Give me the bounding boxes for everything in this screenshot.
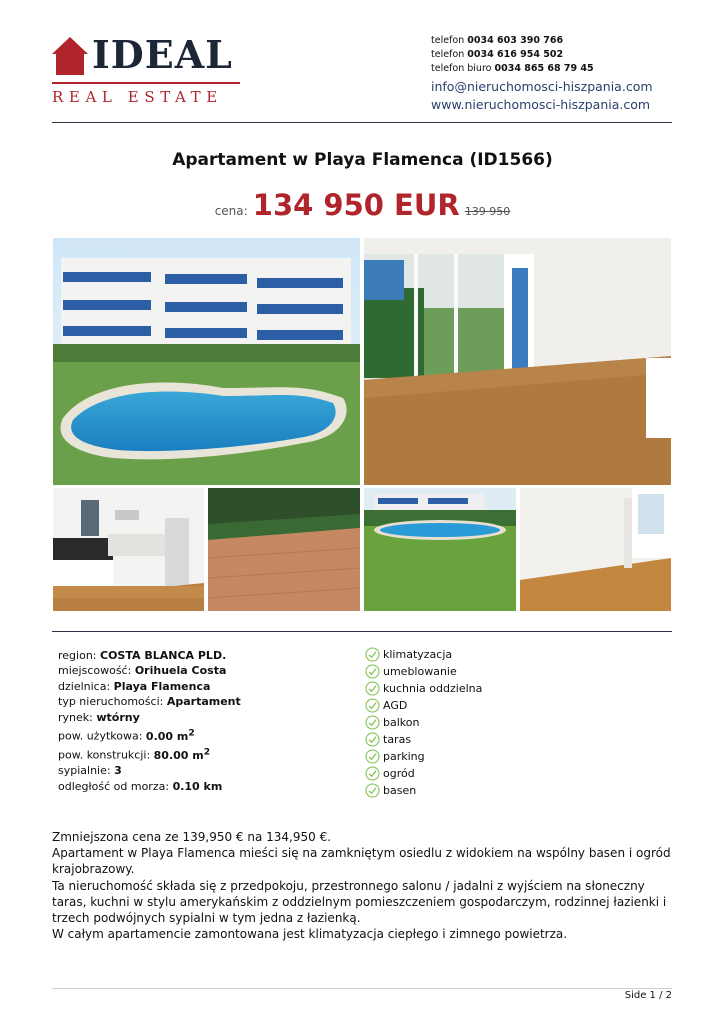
detail-row: [58, 744, 241, 763]
garden-pool-photo[interactable]: [364, 488, 516, 611]
house-logo-icon: [52, 37, 88, 75]
detail-row: [58, 763, 241, 778]
old-price: 139 950: [464, 205, 511, 218]
phone-label: telefon: [431, 35, 465, 46]
detail-label: pow. użytkowa:: [58, 729, 143, 743]
description-paragraph: Ta nieruchomość składa się z przedpokoju, przestronnego salonu / jadalni z wyjściem na słoneczny taras, kuchni w stylu amerykańskim z oddzielnym pomieszczeniem gospodarczym, rodzinnej łazienki i trzech podwójnych sypialni w tym jedna z łazienką.: [52, 878, 667, 926]
detail-value: 3: [114, 764, 122, 778]
page-number: Side 1 / 2: [624, 990, 672, 1001]
check-circle-icon: [365, 698, 380, 713]
detail-value: Orihuela Costa: [134, 664, 227, 678]
logo-divider: [52, 82, 240, 84]
detail-label: pow. konstrukcji:: [58, 748, 151, 762]
description: [52, 829, 672, 942]
description-paragraph: Zmniejszona cena ze 139,950 € na 134,950 €.: [52, 830, 332, 844]
phone-number[interactable]: 0034 865 68 79 45: [494, 63, 594, 74]
detail-row: [58, 663, 241, 678]
price: 134 950 EUR: [252, 188, 460, 222]
check-circle-icon: [365, 766, 380, 781]
detail-value: Apartament: [166, 695, 241, 709]
feature-item: [365, 663, 482, 680]
price-label: cena:: [214, 204, 248, 218]
detail-label: sypialnie:: [58, 764, 111, 778]
feature-item: [365, 714, 482, 731]
phone-line: [431, 48, 653, 62]
living-room-photo[interactable]: [364, 238, 671, 485]
description-paragraph: W całym apartamencie zamontowana jest klimatyzacja ciepłego i zimnego powietrza.: [52, 927, 568, 942]
phone-label: telefon biuro: [431, 63, 492, 74]
feature-label: balkon: [383, 716, 420, 729]
phone-number[interactable]: 0034 616 954 502: [467, 49, 564, 60]
detail-value: 80.00 m: [153, 748, 204, 762]
logo: [52, 32, 252, 112]
price-row: [0, 188, 725, 222]
check-circle-icon: [365, 664, 380, 679]
detail-label: miejscowość:: [58, 664, 132, 678]
terrace-photo[interactable]: [208, 488, 360, 611]
logo-wordmark: IDEAL: [92, 32, 233, 77]
detail-label: odległość od morza:: [58, 779, 170, 793]
feature-label: parking: [383, 750, 425, 763]
feature-label: umeblowanie: [383, 665, 457, 678]
phone-label: telefon: [431, 49, 465, 60]
feature-item: [365, 697, 482, 714]
detail-row: [58, 710, 241, 725]
website-link[interactable]: www.nieruchomosci-hiszpania.com: [431, 97, 651, 112]
feature-label: kuchnia oddzielna: [383, 682, 483, 695]
listing-title: Apartament w Playa Flamenca (ID1566): [172, 150, 553, 170]
detail-value: COSTA BLANCA PLD.: [100, 649, 227, 662]
detail-value: 0.00 m: [145, 729, 189, 743]
detail-label: dzielnica:: [58, 679, 111, 693]
check-circle-icon: [365, 783, 380, 798]
description-paragraph: Apartament w Playa Flamenca mieści się na zamkniętym osiedlu z widokiem na wspólny basen i ogród krajobrazowy.: [52, 846, 671, 877]
check-circle-icon: [365, 749, 380, 764]
header-divider: [52, 122, 672, 123]
detail-value: wtórny: [96, 710, 140, 724]
detail-value: Playa Flamenca: [113, 679, 211, 693]
detail-row: [58, 679, 241, 694]
feature-item: [365, 680, 482, 697]
contact-block: [431, 34, 653, 114]
check-circle-icon: [365, 715, 380, 730]
feature-item: [365, 646, 482, 663]
detail-unit-sup: 2: [188, 727, 195, 739]
detail-value: 0.10 km: [172, 779, 223, 793]
detail-label: typ nieruchomości:: [58, 695, 164, 709]
kitchen-photo[interactable]: [53, 488, 204, 611]
email-link[interactable]: info@nieruchomosci-hiszpania.com: [431, 79, 653, 94]
detail-row: [58, 779, 241, 794]
feature-item: [365, 748, 482, 765]
detail-unit-sup: 2: [203, 746, 211, 758]
detail-label: region:: [58, 649, 97, 662]
feature-item: [365, 765, 482, 782]
property-details: [58, 648, 241, 794]
apartment-building-pool-photo[interactable]: [53, 238, 360, 485]
check-circle-icon: [365, 647, 380, 662]
feature-label: AGD: [383, 699, 408, 712]
detail-row: [58, 648, 241, 663]
check-circle-icon: [365, 681, 380, 696]
feature-item: [365, 731, 482, 748]
detail-label: rynek:: [58, 710, 93, 724]
logo-subtitle: REAL ESTATE: [52, 88, 223, 106]
detail-row: [58, 694, 241, 709]
phone-number[interactable]: 0034 603 390 766: [467, 35, 564, 46]
features-list: [365, 646, 482, 799]
check-circle-icon: [365, 732, 380, 747]
feature-label: ogród: [383, 767, 415, 780]
bedroom-photo[interactable]: [520, 488, 671, 611]
feature-label: basen: [383, 784, 417, 797]
feature-item: [365, 782, 482, 799]
photos-divider: [52, 631, 672, 632]
phone-line: [431, 62, 653, 76]
feature-label: klimatyzacja: [383, 648, 453, 661]
footer-divider: [52, 988, 672, 989]
detail-row: [58, 725, 241, 744]
feature-label: taras: [383, 733, 412, 746]
phone-line: [431, 34, 653, 48]
